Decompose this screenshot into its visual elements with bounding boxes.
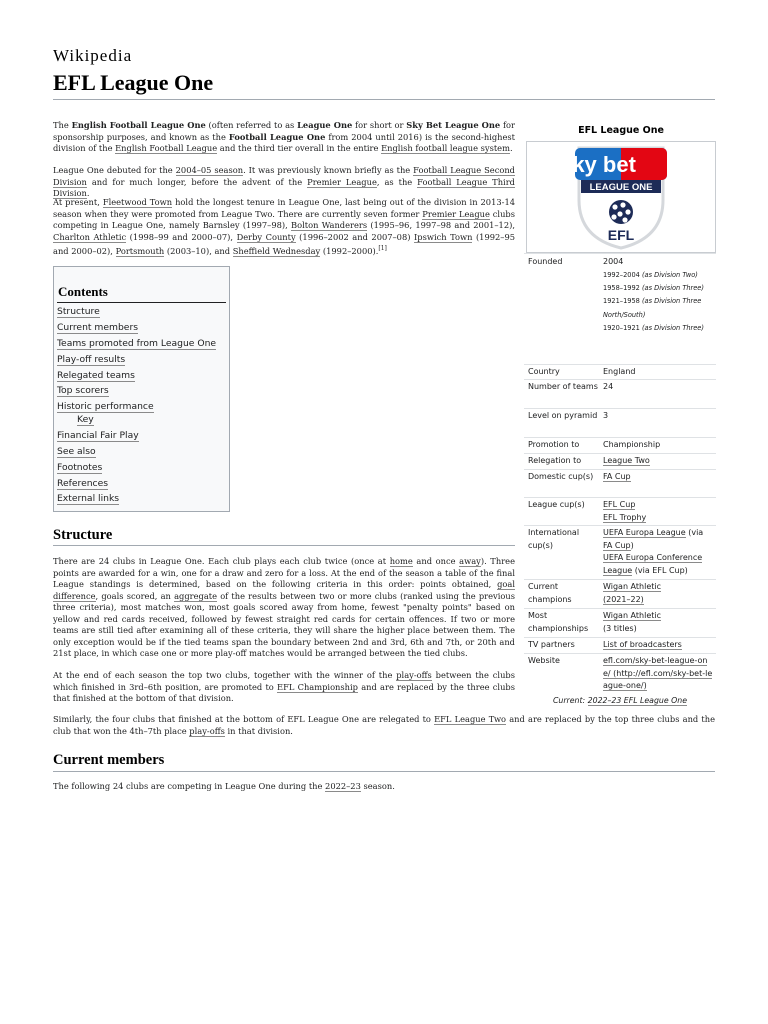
toc-item-play-off-results[interactable]: Play-off results <box>57 354 126 365</box>
link-goal-difference[interactable]: goal difference <box>53 579 515 601</box>
page-title: EFL League One <box>53 70 214 95</box>
link-premier-league[interactable]: Premier League <box>307 176 377 187</box>
toc-item-current-members[interactable]: Current members <box>57 322 139 333</box>
structure-divider <box>53 545 515 546</box>
infobox-row-country: Country England <box>524 364 716 380</box>
link-football-league-third-division[interactable]: Football League Third Division <box>53 176 515 198</box>
current-members-paragraph: The following 24 clubs are competing in League One during the 2022–23 season. <box>53 781 395 791</box>
link-fleetwood-town[interactable]: Fleetwood Town <box>102 197 173 207</box>
infobox-row-teams: Number of teams 24 <box>524 379 716 409</box>
toc-divider <box>57 302 226 303</box>
infobox-row-relegation: Relegation to League Two <box>524 453 716 470</box>
title-divider <box>53 99 715 100</box>
logo-sub-text: LEAGUE ONE <box>589 182 653 193</box>
toc-item-external-links[interactable]: External links <box>57 493 120 504</box>
link-fa-cup[interactable]: FA Cup <box>603 472 631 481</box>
link-away[interactable]: away <box>459 556 481 566</box>
infobox-row-domestic-cup: Domestic cup(s) FA Cup <box>524 469 716 498</box>
current-members-heading: Current members <box>53 752 165 768</box>
toc-item-relegated-teams[interactable]: Relegated teams <box>57 370 135 381</box>
toc-item-teams-promoted[interactable]: Teams promoted from League One <box>57 338 217 349</box>
infobox-row-promotion: Promotion to Championship <box>524 437 716 454</box>
link-play-offs[interactable]: play-offs <box>396 670 432 680</box>
link-league-two[interactable]: League Two <box>603 456 650 465</box>
link-english-football-league[interactable]: English Football League <box>115 143 218 153</box>
link-efl-cup[interactable]: EFL Cup <box>603 500 636 509</box>
link-2021-22[interactable]: (2021–22) <box>603 594 644 604</box>
link-efl-championship[interactable]: EFL Championship <box>277 681 358 692</box>
infobox-row-international-cups: International cup(s) UEFA Europa League (via FA Cup) UEFA Europa Conference League (via EFL Cup) <box>524 525 716 582</box>
infobox-row-most-championships: Most championships Wigan Athletic (3 titles) <box>524 608 716 638</box>
infobox-row-current-champions: Current champions Wigan Athletic (2021–22) <box>524 579 716 609</box>
link-aggregate[interactable]: aggregate <box>174 590 218 601</box>
link-charlton-athletic[interactable]: Charlton Athletic <box>53 231 127 242</box>
link-portsmouth[interactable]: Portsmouth <box>115 245 165 256</box>
toc-item-footnotes[interactable]: Footnotes <box>57 462 103 473</box>
toc-item-key[interactable]: Key <box>77 414 94 425</box>
link-uefa-europa-league[interactable]: UEFA Europa League <box>603 528 686 537</box>
link-football-league-second-division[interactable]: Football League Second Division <box>53 165 515 187</box>
table-of-contents <box>53 266 230 512</box>
infobox-row-founded: Founded 2004 1992–2004 (as Division Two) 1958–1992 (as Division Three) 1921–1958 (as Division Three North/South) 1920–1921 (as Division Three) <box>524 253 716 366</box>
link-uefa-europa-conference-league[interactable]: UEFA Europa Conference League <box>603 553 703 575</box>
logo-mark-text: EFL <box>607 227 635 243</box>
infobox-row-level: Level on pyramid 3 <box>524 408 716 438</box>
intro-paragraph-2: League One debuted for the 2004–05 season. It was previously known briefly as the Football League Second Division and for much longer, before the advent of the Premier League, as the Football League Third Division. <box>53 165 515 198</box>
infobox-title: EFL League One <box>578 125 664 136</box>
link-wigan-athletic[interactable]: Wigan Athletic <box>603 582 661 591</box>
link-website[interactable]: efl.com/sky-bet-league-one/ (http://efl.com/sky-bet-league-one/) <box>603 656 713 690</box>
link-bolton-wanderers[interactable]: Bolton Wanderers <box>291 220 368 230</box>
toc-item-top-scorers[interactable]: Top scorers <box>57 385 109 396</box>
toc-item-structure[interactable]: Structure <box>57 306 100 317</box>
intro-paragraph-1: The English Football League One (often referred to as League One for short or Sky Bet League One for sponsorship purposes, and known as the Football League One from 2004 until 2016) is the second-highest division of the English Football League and the third tier overall in the entire English football league system. <box>53 120 516 153</box>
infobox-row-tv-partners: TV partners List of broadcasters <box>524 637 716 654</box>
structure-paragraph-2: At the end of each season the top two clubs, together with the winner of the play-offs between the clubs which finished in 3rd–6th position, are promoted to EFL Championship and are replaced by the three clubs that finished at the bottom of that division. <box>53 670 515 703</box>
link-list-of-broadcasters[interactable]: List of broadcasters <box>603 640 682 649</box>
link-sheffield-wednesday[interactable]: Sheffield Wednesday <box>232 245 321 256</box>
link-2004-05-season[interactable]: 2004–05 season <box>175 165 244 175</box>
link-2022-23[interactable]: 2022–23 <box>325 781 361 791</box>
toc-title: Contents <box>58 284 108 299</box>
intro-paragraph-3: At present, Fleetwood Town hold the longest tenure in League One, last being out of the division in 2013-14 season when they were promoted from League Two. There are currently seven former Premier League clubs competing in League One, namely Barnsley (1997–98), Bolton Wanderers (1995–96, 1997–98 and 2001–12), Charlton Athletic (1998–99 and 2000–07), Derby County (1996–2002 and 2007–08) Ipswich Town (1992–95 and 2000–02), Portsmouth (2003–10), and Sheffield Wednesday (1992–2000).[1] <box>53 197 516 256</box>
structure-paragraph-3: Similarly, the four clubs that finished at the bottom of EFL League One are relegated to EFL League Two and are replaced by the top three clubs and the club that won the 4th–7th place play-offs in that division. <box>53 714 715 736</box>
infobox-row-league-cups: League cup(s) EFL Cup EFL Trophy <box>524 497 716 526</box>
link-2022-23-efl-league-one[interactable]: 2022–23 EFL League One <box>587 696 688 705</box>
link-fa-cup-2[interactable]: FA Cup <box>603 540 631 550</box>
league-logo-image <box>527 142 715 252</box>
toc-item-see-also[interactable]: See also <box>57 446 96 457</box>
link-efl-trophy[interactable]: EFL Trophy <box>603 512 647 522</box>
link-play-offs-2[interactable]: play-offs <box>189 725 225 736</box>
wikipedia-wordmark[interactable]: Wikipedia <box>53 46 133 65</box>
link-derby-county[interactable]: Derby County <box>236 231 296 242</box>
link-premier-league-2[interactable]: Premier League <box>422 208 490 219</box>
toc-item-references[interactable]: References <box>57 478 109 489</box>
link-english-football-league-system[interactable]: English football league system <box>381 143 510 153</box>
infobox-row-website: Website efl.com/sky-bet-league-one/ (http://efl.com/sky-bet-league-one/) <box>524 653 716 696</box>
structure-paragraph-1: There are 24 clubs in League One. Each club plays each club twice (once at home and once away). Three points are awarded for a win, one for a draw and zero for a loss. At the end of the season a table of the final League standings is determined, based on the following criteria in this order: points obtained, goal difference, goals scored, an aggregate of the results between two or more clubs (ranked using the previous three criteria), most matches won, most goals scored away from home, fewest "penalty points" based on yellow and red cards received, followed by fewest straight red cards for certain offences. If two or more teams are still tied after examining all of these criteria, they will share the higher place between them. The only exception would be if the tied teams span the boundary between 2nd and 3rd, 6th and 7th, or 20th and 21st place, in which case one or more play-off matches would be arranged between the tied clubs. <box>53 556 515 658</box>
infobox-caption: Current: 2022–23 EFL League One <box>552 696 688 705</box>
reference-1[interactable]: [1] <box>378 245 387 252</box>
link-ipswich-town[interactable]: Ipswich Town <box>414 231 473 242</box>
infobox-logo[interactable] <box>526 141 716 253</box>
link-efl-league-two[interactable]: EFL League Two <box>434 714 507 724</box>
link-wigan-athletic-2[interactable]: Wigan Athletic <box>603 611 661 620</box>
toc-item-financial-fair-play[interactable]: Financial Fair Play <box>57 430 139 441</box>
current-members-divider <box>53 771 715 772</box>
structure-heading: Structure <box>53 527 113 543</box>
toc-item-historic-performance[interactable]: Historic performance <box>57 401 154 412</box>
link-home[interactable]: home <box>389 556 413 566</box>
logo-brand-text: sky bet <box>560 152 636 177</box>
